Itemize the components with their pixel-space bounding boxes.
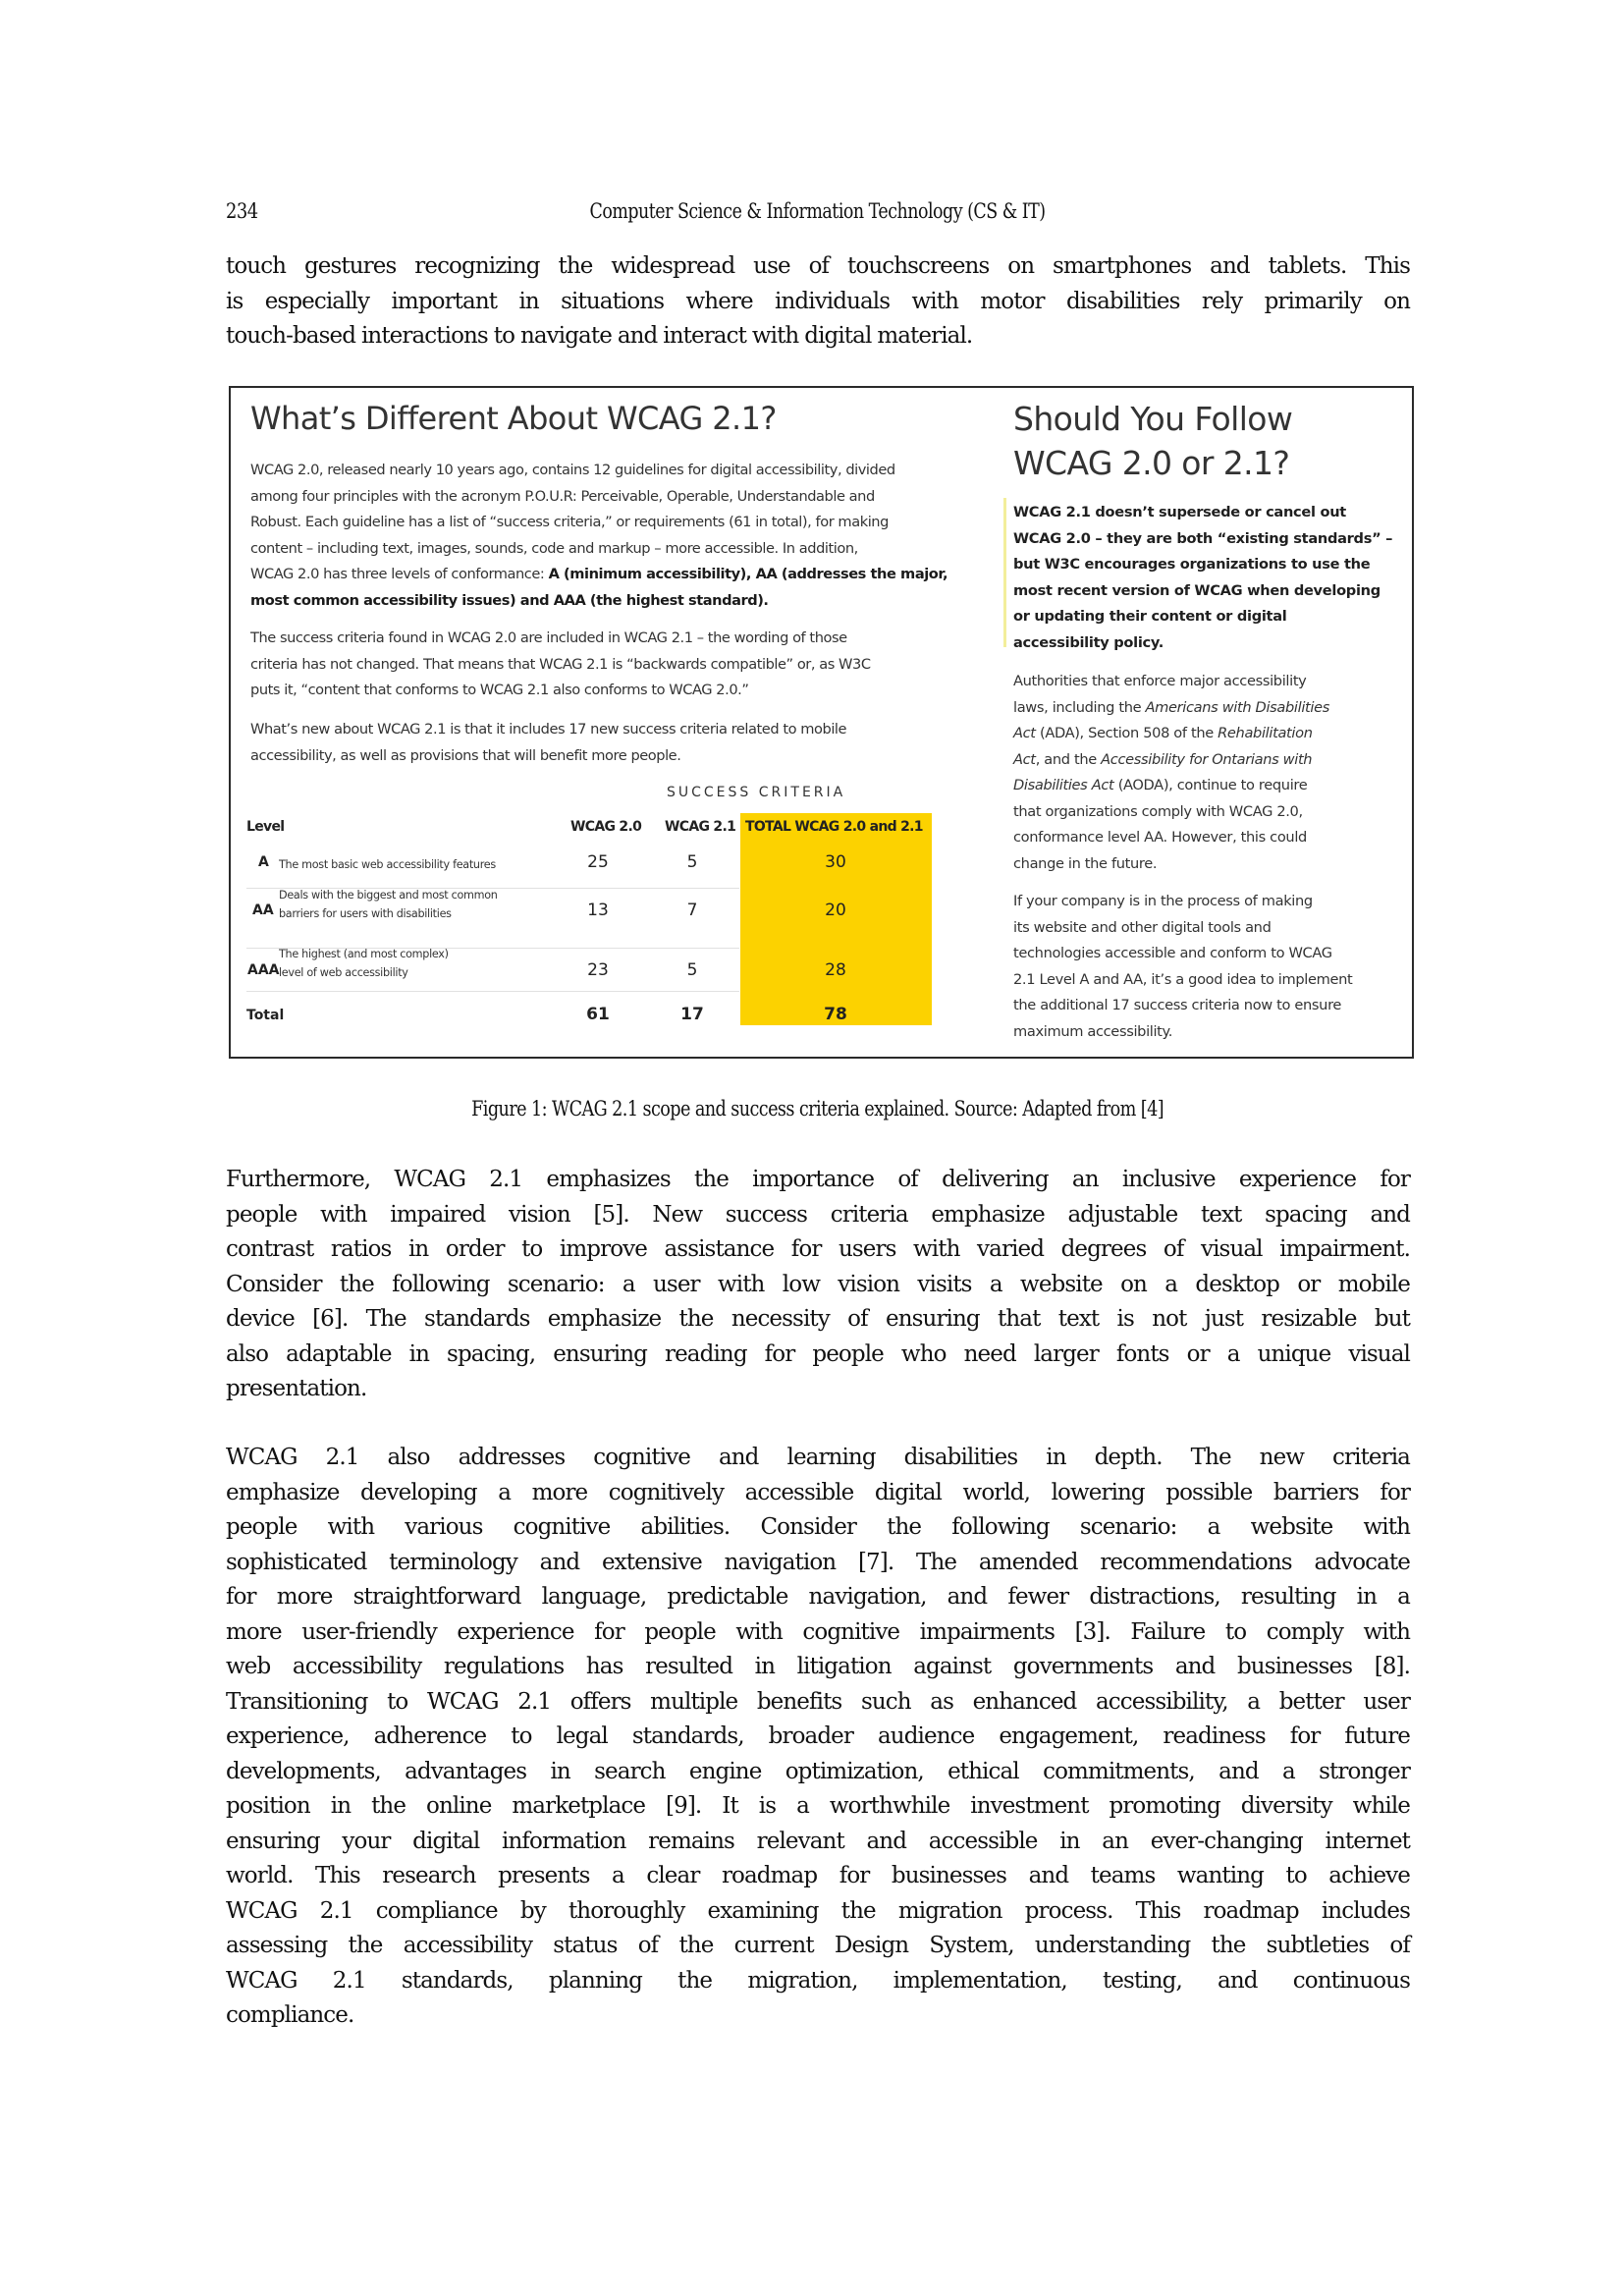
text-italic: Accessibility for Ontarians with [1101, 750, 1313, 768]
figure-caption-text: Figure 1: WCAG 2.1 scope and success criteria explained. Source: Adapted from [4] [471, 1097, 1164, 1121]
accent-bar [1003, 498, 1006, 647]
row-level: A [258, 854, 269, 870]
text-bold: most common accessibility issues) and AAA (the highest standard). [250, 591, 769, 609]
row-wcag20-count: 23 [587, 960, 609, 980]
col-header-wcag20: WCAG 2.0 [570, 819, 642, 835]
running-title-text: Computer Science & Information Technology (CS & IT) [589, 199, 1047, 223]
text-line: emphasize developing a more cognitively accessible digital world, lowering possible barriers for [226, 1479, 1410, 1505]
text-line: presentation. [226, 1376, 367, 1401]
text-line: people with various cognitive abilities. Consider the following scenario: a website with [226, 1514, 1410, 1540]
text-line: the additional 17 success criteria now to ensure [1013, 997, 1342, 1013]
right-panel-title-line-1: Should You Follow [1013, 400, 1293, 438]
row-description-line: The highest (and most complex) [279, 948, 449, 960]
text-line: Furthermore, WCAG 2.1 emphasizes the importance of delivering an inclusive experience for [226, 1167, 1410, 1192]
text-italic: Act [1013, 750, 1036, 768]
text-line: If your company is in the process of making [1013, 893, 1313, 909]
row-wcag21-count: 5 [686, 852, 698, 872]
row-description: The most basic web accessibility features [279, 858, 496, 871]
intro-paragraph [226, 249, 1410, 355]
text-line: position in the online marketplace [9]. It is a worthwhile investment promoting diversity while [226, 1793, 1410, 1819]
text-line: for more straightforward language, predictable navigation, and fewer distractions, resulting in a [226, 1584, 1410, 1610]
left-panel-title: What’s Different About WCAG 2.1? [250, 400, 777, 437]
text-line: What’s new about WCAG 2.1 is that it includes 17 new success criteria related to mobile [250, 721, 847, 738]
text-line [1013, 773, 1329, 799]
text-line: among four principles with the acronym P.O.U.R: Perceivable, Operable, Understandable and [250, 487, 875, 505]
total-wcag21: 17 [680, 1005, 704, 1024]
text-line: WCAG 2.1 doesn’t supersede or cancel out [1013, 504, 1346, 520]
text-line: that organizations comply with WCAG 2.0, [1013, 802, 1303, 820]
body-paragraph-2 [226, 1163, 1410, 1407]
text-line: assessing the accessibility status of the current Design System, understanding the subtleties of [226, 1933, 1410, 1958]
text-line: Robust. Each guideline has a list of “success criteria,” or requirements (61 in total), for making [250, 514, 889, 530]
text-italic: Disabilities Act [1013, 777, 1114, 793]
text-italic: Act [1013, 725, 1036, 741]
text-line: 2.1 Level A and AA, it’s a good idea to implement [1013, 970, 1353, 988]
text-line: technologies accessible and conform to WCAG [1013, 945, 1332, 961]
text-plain: , and the [1035, 750, 1102, 768]
text-line: people with impaired vision [5]. New success criteria emphasize adjustable text spacing and [226, 1201, 1410, 1228]
col-header-level: Level [246, 819, 285, 835]
text-line [1013, 721, 1329, 747]
right-paragraph-2 [1013, 669, 1329, 877]
text-line [250, 562, 947, 588]
row-description-line: barriers for users with disabilities [279, 907, 452, 920]
body-paragraph-3 [226, 1441, 1410, 2034]
text-line: change in the future. [1013, 854, 1158, 872]
text-line: touch gestures recognizing the widespread use of touchscreens on smartphones and tablets. This [226, 253, 1410, 279]
row-wcag20-count: 25 [587, 852, 609, 872]
text-line: Authorities that enforce major accessibility [1013, 673, 1307, 689]
text-line: more user-friendly experience for people with cognitive impairments [3]. Failure to comply with [226, 1618, 1410, 1645]
text-line: compliance. [226, 2002, 354, 2028]
text-line: is especially important in situations where individuals with motor disabilities rely primarily on [226, 288, 1410, 314]
text-line: touch-based interactions to navigate and interact with digital material. [226, 323, 973, 349]
page-header [226, 199, 1410, 229]
text-line: ensuring your digital information remains relevant and accessible in an ever-changing internet [226, 1828, 1410, 1854]
row-level: AA [252, 902, 274, 918]
text-line [1013, 747, 1329, 774]
text-line: world. This research presents a clear roadmap for businesses and teams wanting to achieve [226, 1863, 1410, 1888]
row-wcag20-count: 13 [587, 901, 609, 920]
text-line: criteria has not changed. That means that WCAG 2.1 is “backwards compatible” or, as W3C [250, 655, 871, 673]
row-total-count: 20 [825, 901, 846, 920]
text-italic: Rehabilitation [1218, 725, 1313, 741]
text-line: conformance level AA. However, this could [1013, 829, 1307, 846]
page-number: 234 [226, 199, 258, 223]
text-line: WCAG 2.0, released nearly 10 years ago, contains 12 guidelines for digital accessibility, divided [250, 462, 895, 478]
row-divider [246, 991, 739, 992]
right-paragraph-1 [1013, 500, 1392, 656]
row-level: AAA [247, 962, 280, 978]
col-header-wcag21: WCAG 2.1 [665, 819, 736, 835]
total-combined: 78 [824, 1005, 847, 1024]
figure-caption [226, 1097, 1410, 1121]
left-paragraph-3 [250, 717, 846, 769]
text-line: device [6]. The standards emphasize the necessity of ensuring that text is not just resizable but [226, 1306, 1410, 1332]
text-line: but W3C encourages organizations to use the [1013, 556, 1371, 573]
text-line: most recent version of WCAG when developing [1013, 581, 1380, 599]
text-line: The success criteria found in WCAG 2.0 are included in WCAG 2.1 – the wording of those [250, 629, 847, 646]
running-title [226, 199, 1410, 223]
row-description-line: level of web accessibility [279, 966, 408, 979]
col-header-total: TOTAL WCAG 2.0 and 2.1 [745, 819, 923, 835]
figure-wcag-infographic [229, 386, 1414, 1059]
total-wcag20: 61 [586, 1005, 610, 1024]
text-line: WCAG 2.1 compliance by thoroughly examining the migration process. This roadmap includes [226, 1897, 1410, 1924]
success-criteria-label: SUCCESS CRITERIA [667, 785, 846, 800]
text-line: its website and other digital tools and [1013, 918, 1272, 936]
row-description [279, 886, 498, 923]
text-italic: Americans with Disabilities [1145, 698, 1329, 716]
row-wcag21-count: 5 [686, 960, 698, 980]
text-line: also adaptable in spacing, ensuring reading for people who need larger fonts or a unique visual [226, 1340, 1410, 1367]
row-description [279, 945, 449, 982]
right-paragraph-3 [1013, 889, 1352, 1045]
text-line: web accessibility regulations has resulted in litigation against governments and businesses [8]. [226, 1654, 1410, 1679]
text-plain: (ADA), Section 508 of the [1035, 725, 1218, 741]
text-line: maximum accessibility. [1013, 1022, 1173, 1040]
text-plain: laws, including the [1013, 698, 1146, 716]
right-panel-title-line-2: WCAG 2.0 or 2.1? [1013, 444, 1290, 482]
text-line: sophisticated terminology and extensive navigation [7]. The amended recommendations advocate [226, 1549, 1410, 1575]
row-description-line: Deals with the biggest and most common [279, 889, 498, 902]
total-row-label: Total [246, 1008, 285, 1023]
text-bold: A (minimum accessibility), AA (addresses the major, [548, 566, 948, 582]
text-line: contrast ratios in order to improve assistance for users with varied degrees of visual impairment. [226, 1236, 1410, 1262]
text-line [250, 588, 947, 615]
text-line: content – including text, images, sounds, code and markup – more accessible. In addition, [250, 539, 858, 557]
text-line: accessibility, as well as provisions that will benefit more people. [250, 746, 681, 764]
row-total-count: 28 [825, 960, 846, 980]
left-paragraph-1 [250, 458, 947, 614]
text-line: puts it, “content that conforms to WCAG 2.1 also conforms to WCAG 2.0.” [250, 682, 749, 698]
text-line [1013, 695, 1329, 722]
row-total-count: 30 [825, 852, 846, 872]
text-line: accessibility policy. [1013, 633, 1164, 651]
text-line: Transitioning to WCAG 2.1 offers multiple benefits such as enhanced accessibility, a better user [226, 1688, 1410, 1715]
text-line: developments, advantages in search engine optimization, ethical commitments, and a stronger [226, 1758, 1410, 1784]
text-line: WCAG 2.1 also addresses cognitive and learning disabilities in depth. The new criteria [226, 1445, 1410, 1470]
text-line: WCAG 2.0 – they are both “existing standards” – [1013, 529, 1393, 547]
row-wcag21-count: 7 [686, 901, 698, 920]
left-paragraph-2 [250, 626, 871, 704]
text-line: Consider the following scenario: a user with low vision visits a website on a desktop or mobile [226, 1271, 1410, 1297]
text-line: or updating their content or digital [1013, 608, 1287, 625]
text-plain: WCAG 2.0 has three levels of conformance: [250, 566, 549, 582]
text-plain: (AODA), continue to require [1113, 777, 1308, 793]
text-line: WCAG 2.1 standards, planning the migration, implementation, testing, and continuous [226, 1967, 1410, 1994]
text-line: experience, adherence to legal standards, broader audience engagement, readiness for future [226, 1723, 1410, 1749]
